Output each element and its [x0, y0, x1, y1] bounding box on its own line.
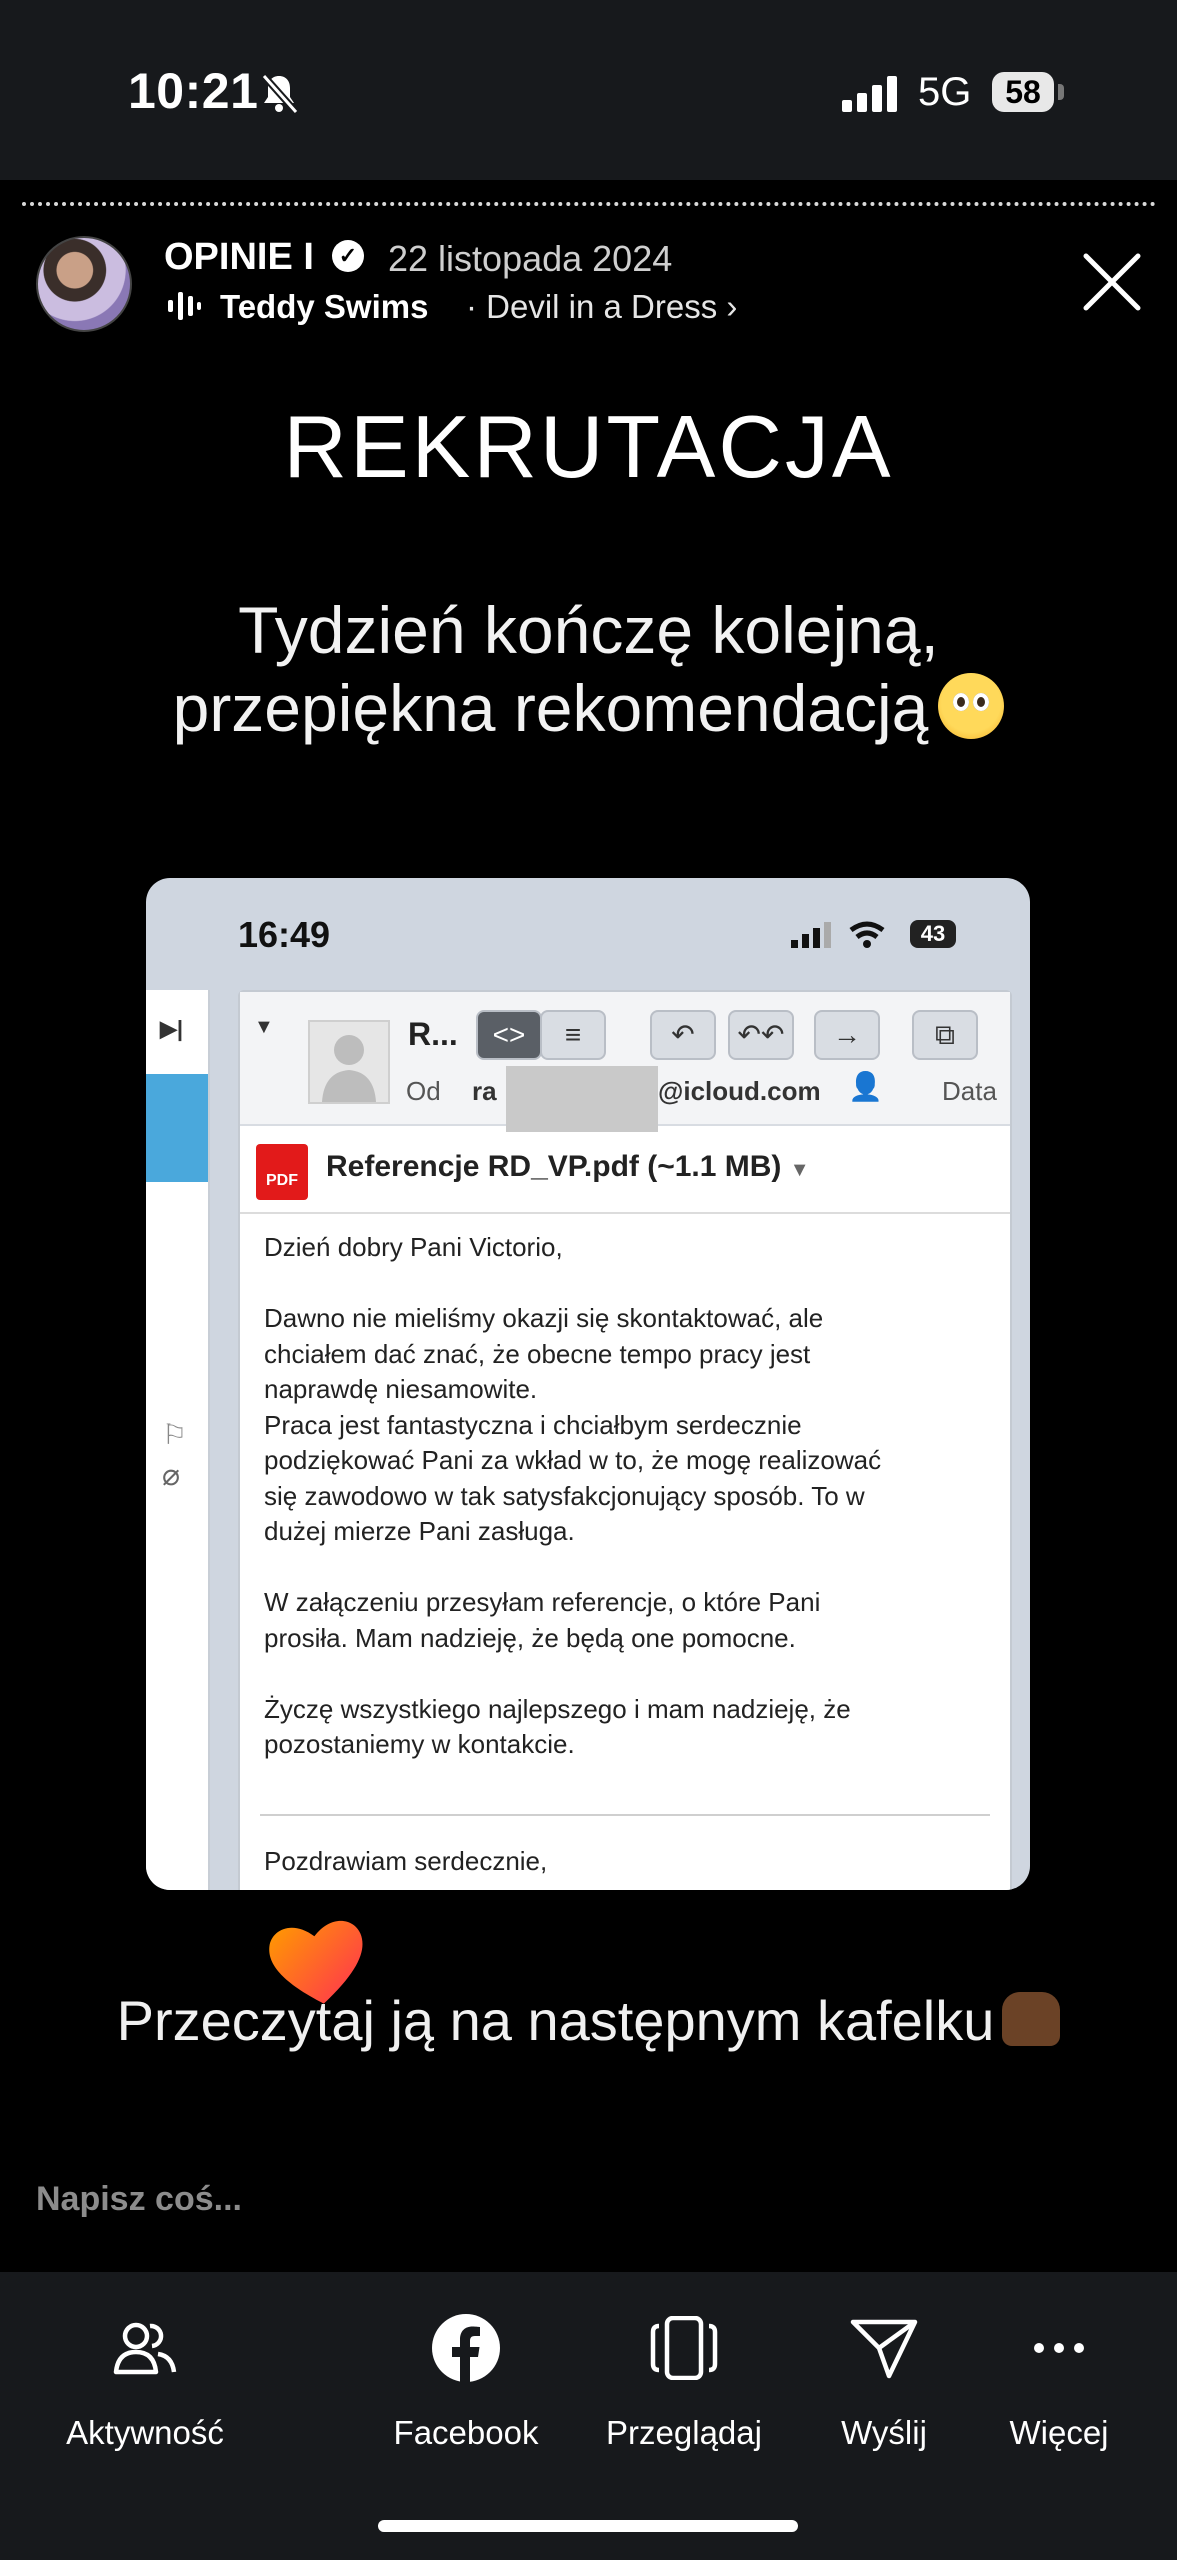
redaction-box [506, 1066, 658, 1132]
paperclip-icon: ⌀ [162, 1459, 181, 1492]
inner-signal-wifi-icon [791, 920, 901, 955]
attachment-name [326, 1150, 810, 1184]
nav-facebook-label: Facebook [393, 2414, 539, 2451]
battery-nub [1058, 84, 1064, 100]
story-date: 22 listopada 2024 [388, 238, 673, 279]
story-cta [0, 1988, 1177, 2053]
nav-more[interactable] [949, 2300, 1169, 2452]
activity-icon [35, 2300, 255, 2396]
battery-indicator: 58 [992, 72, 1054, 112]
network-type: 5G [918, 70, 972, 114]
music-artist[interactable]: Teddy Swims [220, 288, 429, 325]
story-author[interactable]: OPINIE I [164, 236, 314, 278]
flag-icon: ⚐ [162, 1419, 188, 1450]
email-prefix: ra [472, 1076, 497, 1106]
story-subtitle-line2: przepiękna rekomendacją [172, 670, 929, 745]
reply-all-icon: ↶↶ [728, 1010, 794, 1060]
reply-icon: ↶ [650, 1010, 716, 1060]
raised-hands-emoji-icon [1002, 1992, 1060, 2046]
verified-icon: ✓ [332, 240, 364, 272]
signature-divider [260, 1814, 990, 1816]
music-bars-icon [166, 290, 202, 327]
pdf-file-icon [256, 1144, 308, 1200]
email-screenshot [146, 878, 1030, 1890]
mail-header [240, 992, 1010, 1126]
browse-icon [574, 2300, 794, 2396]
nav-activity[interactable] [35, 2300, 255, 2452]
nav-browse-label: Przeglądaj [606, 2414, 762, 2451]
email-body: Dzień dobry Pani Victorio, Dawno nie mieliśmy okazji się skontaktować, ale chciałem dać znać, że obecne tempo pracy jest naprawdę niesamowite. Praca jest fantastyczna i chciałbym serdecznie podziękować Pani za wkład w to, że mogę realizować się zawodowo w tak satysfakcjonujący sposób. To w dużej mierze Pani zasługa. W załączeniu przesyłam referencje, o które Pani prosiła. Mam nadzieję, że będą one pomocne. Życzę wszystkiego najlepszego i mam nadzieję, że pozostaniemy w kontakcie. [264, 1232, 882, 1759]
close-icon[interactable] [1082, 252, 1142, 317]
nav-activity-label: Aktywność [66, 2414, 224, 2451]
attachment-row [240, 1126, 1010, 1214]
reply-input[interactable]: Napisz coś... [36, 2180, 242, 2218]
home-indicator[interactable] [378, 2520, 798, 2532]
sender-name: R... [408, 1016, 458, 1052]
chevron-down-icon: ▼ [789, 1159, 810, 1181]
date-label: Data [942, 1076, 997, 1106]
text-view-button: ≡ [540, 1010, 606, 1060]
signal-icon [842, 76, 902, 117]
inner-status-time: 16:49 [238, 914, 331, 955]
story-progress-bar [22, 202, 1156, 206]
email-domain: @icloud.com [658, 1076, 821, 1106]
windows-icon: ⧉ [912, 1010, 978, 1060]
inner-battery: 43 [910, 920, 956, 948]
facebook-icon [356, 2300, 576, 2396]
story-headline: REKRUTACJA [283, 397, 894, 496]
mail-sidebar-selected [146, 1074, 208, 1182]
from-label: Od [406, 1076, 441, 1106]
story-subtitle [0, 592, 1177, 748]
forward-icon: → [814, 1010, 880, 1060]
music-track[interactable]: · Devil in a Dress › [466, 288, 738, 325]
avatar[interactable] [36, 236, 132, 332]
bell-muted-icon [256, 70, 302, 121]
code-view-button: <> [476, 1010, 542, 1060]
pdf-badge: PDF [266, 1172, 298, 1189]
nav-more-label: Więcej [1009, 2414, 1109, 2451]
email-signoff: Pozdrawiam serdecznie, [264, 1846, 548, 1876]
sender-avatar [308, 1020, 390, 1104]
status-time: 10:21 [128, 63, 259, 119]
attachment-label: Referencje RD_VP.pdf (~1.1 MB) [326, 1150, 782, 1183]
nav-browse[interactable] [574, 2300, 794, 2452]
story-subtitle-line1: Tydzień kończę kolejną, [238, 593, 939, 667]
skip-icon: ▶| [160, 1016, 184, 1041]
nav-send-label: Wyślij [841, 2414, 927, 2451]
more-icon [949, 2300, 1169, 2396]
collapse-icon: ▼ [254, 1016, 274, 1038]
pleading-face-emoji-icon [938, 673, 1004, 739]
mail-view [238, 990, 1012, 1890]
add-contact-icon: 👤 [848, 1071, 883, 1102]
story-cta-text: Przeczytaj ją na następnym kafelku [116, 1989, 995, 2052]
nav-facebook[interactable] [356, 2300, 576, 2452]
